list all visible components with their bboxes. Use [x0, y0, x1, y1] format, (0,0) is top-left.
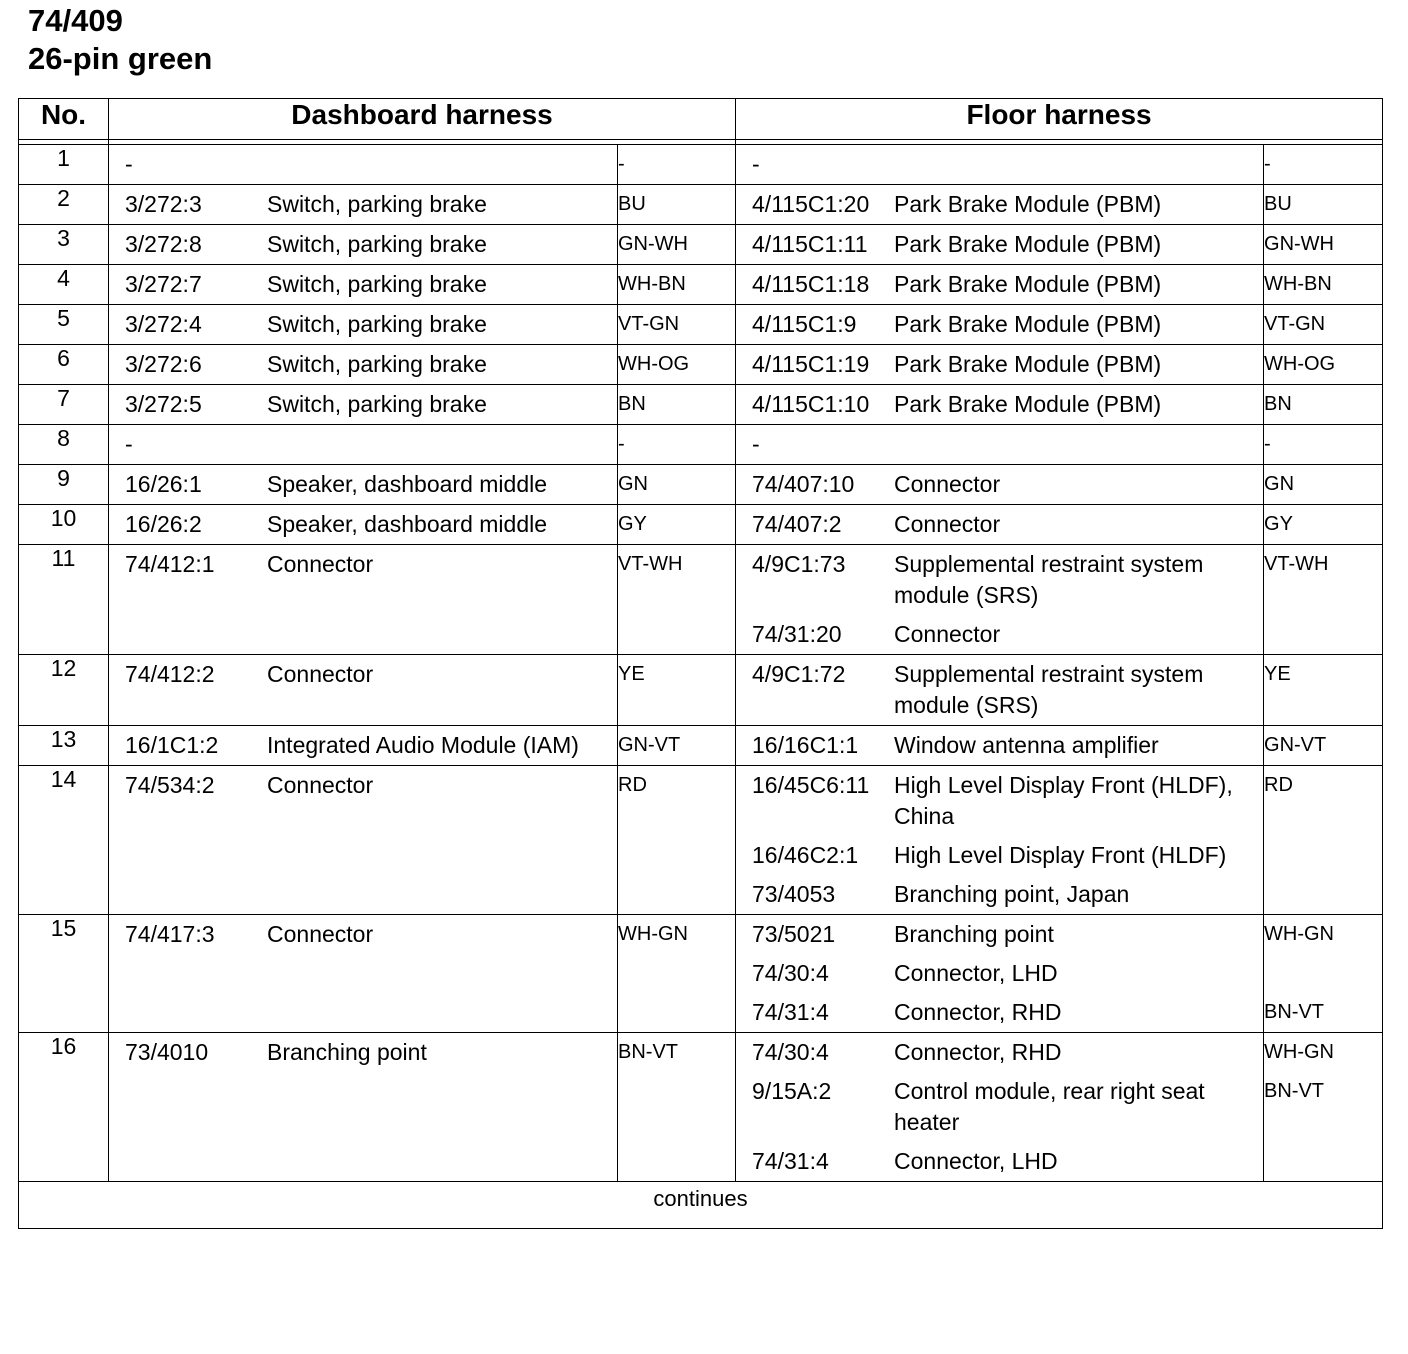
floor-connector-code: 4/115C1:10 [752, 391, 870, 417]
floor-harness-cell [736, 185, 1264, 225]
floor-wire-color-cell [1264, 465, 1383, 505]
dashboard-wire-color-cell [618, 225, 736, 265]
floor-entry [736, 505, 1263, 544]
floor-component-name: Supplemental restraint system module (SRS) [894, 661, 1204, 718]
floor-wire-color [1264, 1142, 1382, 1181]
pin-number: 10 [19, 505, 109, 545]
table-row [19, 345, 1383, 385]
pin-number: 12 [19, 655, 109, 726]
dashboard-entry [109, 766, 617, 805]
dashboard-wire-color: YE [618, 663, 645, 685]
dashboard-component-name: Switch, parking brake [267, 391, 487, 417]
dashboard-wire-color-cell [618, 915, 736, 1033]
floor-component-name: Connector, LHD [894, 960, 1058, 986]
table-row [19, 766, 1383, 915]
dashboard-wire-color: VT-WH [618, 553, 683, 575]
pin-number: 14 [19, 766, 109, 915]
dashboard-connector-code: 16/26:2 [125, 511, 202, 537]
dashboard-entry [109, 185, 617, 224]
pin-number: 1 [19, 145, 109, 185]
dashboard-wire-color: WH-BN [618, 273, 686, 295]
dashboard-connector-code: 16/26:1 [125, 471, 202, 497]
floor-connector-code: 4/9C1:73 [752, 551, 846, 577]
table-row [19, 385, 1383, 425]
floor-harness-cell [736, 225, 1264, 265]
table-row [19, 305, 1383, 345]
floor-connector-code: 74/407:2 [752, 511, 842, 537]
floor-wire-color: - [1264, 153, 1271, 175]
floor-entry [736, 915, 1263, 954]
dashboard-wire-color-cell [618, 766, 736, 915]
floor-wire-color [1264, 875, 1382, 914]
dashboard-harness-cell [109, 655, 618, 726]
floor-component-name [894, 429, 1263, 460]
dashboard-component-name: Switch, parking brake [267, 191, 487, 217]
dashboard-wire-color-cell [618, 465, 736, 505]
dashboard-harness-cell [109, 345, 618, 385]
dashboard-wire-color-cell [618, 726, 736, 766]
dashboard-harness-cell [109, 425, 618, 465]
floor-component-name: Window antenna amplifier [894, 732, 1159, 758]
floor-entry [736, 345, 1263, 384]
floor-wire-color-cell [1264, 655, 1383, 726]
floor-connector-code: 74/31:4 [752, 999, 829, 1025]
table-row [19, 726, 1383, 766]
dashboard-connector-code: 3/272:6 [125, 351, 202, 377]
dashboard-harness-cell [109, 265, 618, 305]
floor-harness-cell [736, 545, 1264, 655]
dashboard-harness-cell [109, 1033, 618, 1182]
pin-number: 8 [19, 425, 109, 465]
floor-component-name [894, 149, 1263, 180]
floor-connector-code: 4/9C1:72 [752, 661, 846, 687]
floor-entry [736, 465, 1263, 504]
dashboard-wire-color: BN [618, 393, 646, 415]
floor-entry [736, 1033, 1263, 1072]
dashboard-wire-color: GY [618, 513, 647, 535]
dashboard-wire-color: BU [618, 193, 646, 215]
floor-harness-cell [736, 766, 1264, 915]
floor-wire-color [1264, 954, 1382, 993]
dashboard-connector-code: - [125, 431, 133, 457]
floor-connector-code: 74/407:10 [752, 471, 855, 497]
dashboard-wire-color-cell [618, 385, 736, 425]
dashboard-component-name [267, 149, 617, 180]
floor-connector-code: 74/30:4 [752, 1039, 829, 1065]
floor-connector-code: 16/16C1:1 [752, 732, 859, 758]
dashboard-harness-cell [109, 385, 618, 425]
floor-entry [736, 726, 1263, 765]
floor-harness-cell [736, 425, 1264, 465]
floor-connector-code: 74/30:4 [752, 960, 829, 986]
dashboard-wire-color: GN-VT [618, 734, 681, 756]
dashboard-component-name: Connector [267, 921, 374, 947]
floor-wire-color-cell [1264, 225, 1383, 265]
pin-number: 13 [19, 726, 109, 766]
floor-wire-color-cell [1264, 425, 1383, 465]
floor-wire-color: BN-VT [1264, 1001, 1325, 1023]
dashboard-component-name: Switch, parking brake [267, 231, 487, 257]
floor-entry [736, 875, 1263, 914]
column-header-no: No. [19, 99, 109, 140]
floor-harness-cell [736, 655, 1264, 726]
floor-harness-cell [736, 1033, 1264, 1182]
floor-component-name: Supplemental restraint system module (SRS) [894, 551, 1204, 608]
table-row [19, 465, 1383, 505]
dashboard-component-name: Speaker, dashboard middle [267, 511, 548, 537]
dashboard-entry [109, 345, 617, 384]
table-row [19, 1033, 1383, 1182]
dashboard-wire-color: GN-WH [618, 233, 688, 255]
table-footer-row [19, 1182, 1383, 1229]
dashboard-connector-code: 73/4010 [125, 1039, 209, 1065]
column-header-dashboard-harness: Dashboard harness [109, 99, 736, 140]
pin-number: 2 [19, 185, 109, 225]
floor-component-name: Connector, RHD [894, 1039, 1062, 1065]
floor-entry [736, 836, 1263, 875]
floor-entry [736, 993, 1263, 1032]
dashboard-wire-color-cell [618, 345, 736, 385]
dashboard-component-name: Switch, parking brake [267, 271, 487, 297]
dashboard-entry [109, 505, 617, 544]
floor-wire-color: BN [1264, 393, 1292, 415]
floor-harness-cell [736, 265, 1264, 305]
floor-connector-code: - [752, 151, 760, 177]
floor-harness-cell [736, 305, 1264, 345]
floor-entry [736, 545, 1263, 615]
dashboard-wire-color: - [618, 153, 625, 175]
table-row [19, 655, 1383, 726]
column-header-floor-harness: Floor harness [736, 99, 1383, 140]
pin-number: 4 [19, 265, 109, 305]
pinout-table [18, 98, 1383, 1229]
floor-wire-color: WH-OG [1264, 353, 1336, 375]
dashboard-wire-color-cell [618, 425, 736, 465]
floor-harness-cell [736, 345, 1264, 385]
floor-wire-color [1264, 615, 1382, 654]
dashboard-wire-color: BN-VT [618, 1041, 678, 1063]
dashboard-harness-cell [109, 185, 618, 225]
dashboard-connector-code: 3/272:4 [125, 311, 202, 337]
dashboard-entry [109, 385, 617, 424]
table-row [19, 225, 1383, 265]
floor-entry [736, 385, 1263, 424]
dashboard-harness-cell [109, 726, 618, 766]
floor-component-name: Branching point, Japan [894, 881, 1130, 907]
pin-number: 6 [19, 345, 109, 385]
dashboard-connector-code: 3/272:5 [125, 391, 202, 417]
dashboard-wire-color-cell [618, 655, 736, 726]
dashboard-harness-cell [109, 305, 618, 345]
floor-harness-cell [736, 726, 1264, 766]
connector-id: 74/409 [28, 3, 123, 38]
dashboard-connector-code: 74/534:2 [125, 772, 215, 798]
floor-component-name: Park Brake Module (PBM) [894, 311, 1162, 337]
dashboard-wire-color-cell [618, 305, 736, 345]
connector-subtitle: 26-pin green [28, 41, 213, 76]
dashboard-entry [109, 465, 617, 504]
dashboard-entry [109, 145, 617, 184]
floor-wire-color: VT-GN [1264, 313, 1326, 335]
floor-component-name: Park Brake Module (PBM) [894, 271, 1162, 297]
dashboard-entry [109, 915, 617, 954]
floor-component-name: High Level Display Front (HLDF), China [894, 772, 1233, 829]
table-row [19, 265, 1383, 305]
floor-wire-color: GN [1264, 473, 1295, 495]
dashboard-entry [109, 425, 617, 464]
floor-harness-cell [736, 145, 1264, 185]
dashboard-harness-cell [109, 915, 618, 1033]
dashboard-harness-cell [109, 145, 618, 185]
floor-harness-cell [736, 385, 1264, 425]
dashboard-wire-color: WH-OG [618, 353, 690, 375]
floor-component-name: Connector [894, 511, 1001, 537]
floor-wire-color: YE [1264, 663, 1291, 685]
floor-connector-code: - [752, 431, 760, 457]
floor-entry [736, 265, 1263, 304]
dashboard-component-name: Connector [267, 661, 374, 687]
pin-number: 15 [19, 915, 109, 1033]
floor-wire-color: - [1264, 433, 1271, 455]
dashboard-connector-code: - [125, 151, 133, 177]
floor-entry [736, 425, 1263, 464]
pin-number: 16 [19, 1033, 109, 1182]
floor-connector-code: 4/115C1:18 [752, 271, 870, 297]
floor-wire-color-cell [1264, 385, 1383, 425]
floor-wire-color: GN-VT [1264, 734, 1327, 756]
table-row [19, 505, 1383, 545]
table-row [19, 545, 1383, 655]
floor-entry [736, 954, 1263, 993]
floor-wire-color-cell [1264, 1033, 1383, 1182]
dashboard-connector-code: 74/412:1 [125, 551, 215, 577]
dashboard-wire-color: WH-GN [618, 923, 688, 945]
pin-number: 9 [19, 465, 109, 505]
dashboard-wire-color: RD [618, 774, 647, 796]
floor-wire-color-cell [1264, 305, 1383, 345]
dashboard-component-name: Connector [267, 772, 374, 798]
dashboard-connector-code: 3/272:8 [125, 231, 202, 257]
dashboard-harness-cell [109, 465, 618, 505]
pin-number: 5 [19, 305, 109, 345]
floor-component-name: Park Brake Module (PBM) [894, 351, 1162, 377]
dashboard-entry [109, 726, 617, 765]
floor-entry [736, 1142, 1263, 1181]
dashboard-wire-color: - [618, 433, 625, 455]
floor-connector-code: 74/31:4 [752, 1148, 829, 1174]
dashboard-entry [109, 305, 617, 344]
dashboard-connector-code: 16/1C1:2 [125, 732, 219, 758]
table-row [19, 425, 1383, 465]
dashboard-entry [109, 655, 617, 694]
floor-wire-color-cell [1264, 545, 1383, 655]
dashboard-wire-color-cell [618, 185, 736, 225]
floor-entry [736, 766, 1263, 836]
floor-connector-code: 4/115C1:19 [752, 351, 870, 377]
dashboard-connector-code: 74/412:2 [125, 661, 215, 687]
floor-entry [736, 655, 1263, 725]
floor-entry [736, 145, 1263, 184]
floor-wire-color: WH-GN [1264, 1041, 1334, 1063]
pin-number: 3 [19, 225, 109, 265]
floor-harness-cell [736, 505, 1264, 545]
floor-wire-color-cell [1264, 185, 1383, 225]
dashboard-component-name: Connector [267, 551, 374, 577]
dashboard-entry [109, 1033, 617, 1072]
floor-wire-color: WH-GN [1264, 923, 1334, 945]
dashboard-entry [109, 265, 617, 304]
dashboard-wire-color-cell [618, 145, 736, 185]
floor-wire-color-cell [1264, 145, 1383, 185]
floor-connector-code: 16/45C6:11 [752, 772, 870, 798]
floor-connector-code: 73/4053 [752, 881, 836, 907]
floor-wire-color: GY [1264, 513, 1293, 535]
floor-wire-color: GN-WH [1264, 233, 1334, 255]
dashboard-wire-color: VT-GN [618, 313, 680, 335]
floor-connector-code: 16/46C2:1 [752, 842, 859, 868]
dashboard-wire-color-cell [618, 505, 736, 545]
floor-component-name: Park Brake Module (PBM) [894, 191, 1162, 217]
dashboard-entry [109, 545, 617, 584]
floor-wire-color: RD [1264, 774, 1293, 796]
floor-connector-code: 9/15A:2 [752, 1078, 832, 1104]
floor-connector-code: 73/5021 [752, 921, 836, 947]
floor-wire-color-cell [1264, 505, 1383, 545]
floor-component-name: Branching point [894, 921, 1054, 947]
table-row [19, 145, 1383, 185]
table-header-row [19, 99, 1383, 140]
table-body [19, 145, 1383, 1182]
floor-component-name: Connector, RHD [894, 999, 1062, 1025]
floor-harness-cell [736, 915, 1264, 1033]
floor-entry [736, 225, 1263, 264]
floor-connector-code: 74/31:20 [752, 621, 842, 647]
dashboard-harness-cell [109, 225, 618, 265]
dashboard-component-name: Speaker, dashboard middle [267, 471, 548, 497]
pin-number: 11 [19, 545, 109, 655]
floor-component-name: Connector, LHD [894, 1148, 1058, 1174]
floor-entry [736, 615, 1263, 654]
dashboard-connector-code: 74/417:3 [125, 921, 215, 947]
floor-component-name: Park Brake Module (PBM) [894, 231, 1162, 257]
dashboard-entry [109, 225, 617, 264]
floor-wire-color: BU [1264, 193, 1292, 215]
floor-wire-color: BN-VT [1264, 1080, 1325, 1102]
floor-wire-color-cell [1264, 766, 1383, 915]
dashboard-connector-code: 3/272:7 [125, 271, 202, 297]
floor-wire-color-cell [1264, 726, 1383, 766]
floor-component-name: Connector [894, 621, 1001, 647]
dashboard-connector-code: 3/272:3 [125, 191, 202, 217]
dashboard-component-name: Switch, parking brake [267, 351, 487, 377]
floor-wire-color-cell [1264, 915, 1383, 1033]
dashboard-wire-color-cell [618, 265, 736, 305]
table-row [19, 185, 1383, 225]
dashboard-harness-cell [109, 545, 618, 655]
dashboard-harness-cell [109, 766, 618, 915]
continues-note: continues [19, 1182, 1383, 1229]
floor-entry [736, 185, 1263, 224]
floor-connector-code: 4/115C1:9 [752, 311, 857, 337]
dashboard-component-name: Branching point [267, 1039, 427, 1065]
floor-connector-code: 4/115C1:20 [752, 191, 870, 217]
document-header [28, 2, 212, 78]
floor-component-name: High Level Display Front (HLDF) [894, 842, 1227, 868]
floor-entry [736, 305, 1263, 344]
floor-component-name: Control module, rear right seat heater [894, 1078, 1205, 1135]
floor-component-name: Connector [894, 471, 1001, 497]
floor-entry [736, 1072, 1263, 1142]
dashboard-wire-color-cell [618, 545, 736, 655]
table-row [19, 915, 1383, 1033]
dashboard-harness-cell [109, 505, 618, 545]
floor-wire-color-cell [1264, 265, 1383, 305]
pin-number: 7 [19, 385, 109, 425]
floor-connector-code: 4/115C1:11 [752, 231, 868, 257]
floor-wire-color-cell [1264, 345, 1383, 385]
floor-harness-cell [736, 465, 1264, 505]
dashboard-wire-color-cell [618, 1033, 736, 1182]
floor-wire-color: WH-BN [1264, 273, 1332, 295]
dashboard-component-name: Integrated Audio Module (IAM) [267, 732, 579, 758]
floor-wire-color: VT-WH [1264, 553, 1329, 575]
dashboard-component-name [267, 429, 617, 460]
dashboard-component-name: Switch, parking brake [267, 311, 487, 337]
floor-component-name: Park Brake Module (PBM) [894, 391, 1162, 417]
dashboard-wire-color: GN [618, 473, 648, 495]
floor-wire-color [1264, 836, 1382, 875]
